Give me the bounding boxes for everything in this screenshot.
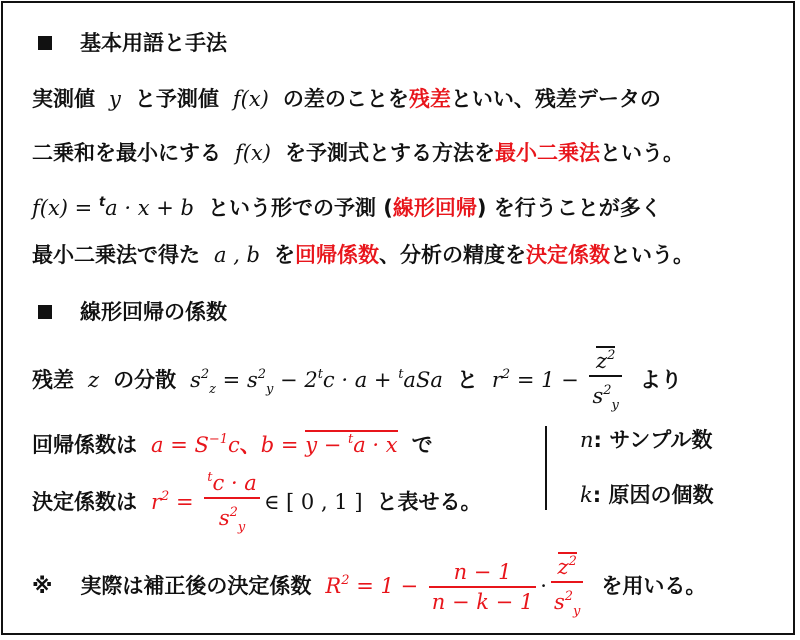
- text: という。: [600, 141, 685, 165]
- func-fx: f(x): [232, 87, 269, 111]
- fraction-variance: [551, 548, 583, 626]
- numerator: z: [595, 349, 608, 373]
- square-bullet-icon: [38, 36, 52, 50]
- text: の差のことを: [282, 87, 409, 111]
- text: を予測式とする方法を: [285, 141, 496, 165]
- exponent: 2: [161, 489, 170, 504]
- definition-least-squares: [32, 138, 684, 168]
- text: より: [639, 368, 682, 392]
- denominator: n − k − 1: [429, 586, 537, 616]
- numerator: z: [557, 555, 569, 579]
- formula-part: a · x: [353, 433, 398, 457]
- vars-ab: a , b: [214, 243, 260, 267]
- numerator: c · a: [212, 471, 257, 495]
- divider: [545, 426, 547, 510]
- text: を: [274, 243, 295, 267]
- var-y: y: [109, 87, 121, 111]
- residual-variance-formula: [32, 342, 682, 420]
- subscript: y: [237, 520, 246, 535]
- definition-coefficients: [32, 240, 694, 270]
- denominator: s: [553, 590, 565, 614]
- var-z: z: [88, 368, 100, 392]
- term-linear-regression: 線形回帰: [392, 196, 477, 220]
- exponent: 2: [568, 554, 577, 569]
- text: : 原因の個数: [592, 483, 714, 507]
- text: 二乗和を最小にする: [32, 141, 221, 165]
- fraction: [204, 464, 260, 542]
- text: と予測値: [134, 87, 219, 111]
- exponent: 2: [564, 589, 574, 604]
- exponent: 2: [229, 505, 238, 520]
- formula-part: a = S: [151, 433, 209, 457]
- square-bullet-icon: [38, 305, 52, 319]
- formula-part: b =: [260, 433, 306, 457]
- text: 実測値: [32, 87, 95, 111]
- subscript: y: [573, 604, 581, 619]
- transpose-mark: t: [98, 195, 106, 210]
- formula-part: = 1 −: [349, 574, 425, 598]
- formula-fx: f(x) =: [32, 196, 99, 220]
- term-least-squares: 最小二乗法: [495, 141, 601, 165]
- heading-text: 線形回帰の係数: [80, 300, 227, 324]
- formula-part: = 1 −: [510, 368, 586, 392]
- var-s: s: [190, 368, 201, 392]
- exponent: 2: [607, 348, 616, 363]
- formula-part: =: [169, 490, 201, 514]
- definition-residual: [32, 84, 661, 114]
- range: ∈ [ 0 , 1 ]: [263, 490, 363, 514]
- term-residual: 残差: [408, 87, 451, 111]
- section-heading-basic-terms: [32, 28, 227, 58]
- func-fx: f(x): [235, 141, 272, 165]
- formula-part: c: [228, 433, 240, 457]
- text: の分散: [113, 368, 177, 392]
- heading-text: 基本用語と手法: [80, 31, 227, 55]
- multiply-dot: ·: [540, 574, 547, 598]
- text: という。: [610, 243, 694, 267]
- subscript: y: [611, 398, 619, 413]
- exponent: 2: [603, 383, 612, 398]
- transpose-mark: t: [207, 470, 213, 485]
- exponent: 2: [200, 367, 210, 382]
- transpose-mark: t: [398, 367, 404, 382]
- definition-linear-regression: [32, 188, 662, 223]
- text: 最小二乗法で得た: [32, 243, 200, 267]
- text: 、: [239, 433, 261, 457]
- var-r: r: [491, 368, 502, 392]
- text: を用いる。: [601, 574, 707, 598]
- section-heading-linear-regression: [32, 297, 227, 327]
- numerator: n − 1: [453, 560, 512, 584]
- text: という形での予測 (: [207, 196, 393, 220]
- exponent: 2: [257, 367, 267, 382]
- label: 決定係数は: [32, 490, 137, 514]
- fraction: [589, 342, 621, 420]
- note-sample-size: [580, 425, 712, 455]
- formula-part: y −: [305, 433, 348, 457]
- text: : サンプル数: [593, 428, 713, 452]
- term-regression-coefficient: 回帰係数: [295, 243, 379, 267]
- transpose-mark: t: [317, 367, 323, 382]
- text: と: [456, 368, 478, 392]
- var-n: n: [580, 428, 594, 452]
- transpose-mark: t: [348, 432, 354, 447]
- formula-part: − 2: [273, 368, 318, 392]
- var-r: r: [151, 490, 162, 514]
- label: 実際は補正後の決定係数: [80, 574, 312, 598]
- adjusted-r2-formula: [32, 548, 706, 626]
- determination-coefficient-formula: [32, 464, 482, 542]
- text: ) を行うことが多く: [476, 196, 662, 220]
- regression-coefficient-formula: [32, 425, 433, 460]
- var-k: k: [580, 483, 593, 507]
- text: と表せる。: [376, 490, 482, 514]
- label: 回帰係数は: [32, 433, 137, 457]
- var-R: R: [325, 574, 342, 598]
- denominator: s: [592, 384, 604, 408]
- text: といい、残差データの: [450, 87, 661, 111]
- fraction-sample: [429, 558, 537, 616]
- subscript: z: [209, 382, 216, 397]
- subscript: y: [266, 382, 274, 397]
- exponent: 2: [341, 573, 350, 588]
- note-factor-count: [580, 480, 713, 510]
- exponent: 2: [501, 367, 511, 382]
- formula-part: c · a +: [322, 368, 399, 392]
- reference-mark: ※: [32, 574, 53, 598]
- text: 残差: [32, 368, 74, 392]
- formula-part: = s: [216, 368, 258, 392]
- formula-part: aSa: [403, 368, 443, 392]
- denominator: s: [218, 506, 230, 530]
- term-determination-coefficient: 決定係数: [526, 243, 610, 267]
- exponent: −1: [208, 432, 229, 447]
- text: で: [411, 433, 433, 457]
- formula-expr: a · x + b: [105, 196, 194, 220]
- text: 、分析の精度を: [379, 243, 526, 267]
